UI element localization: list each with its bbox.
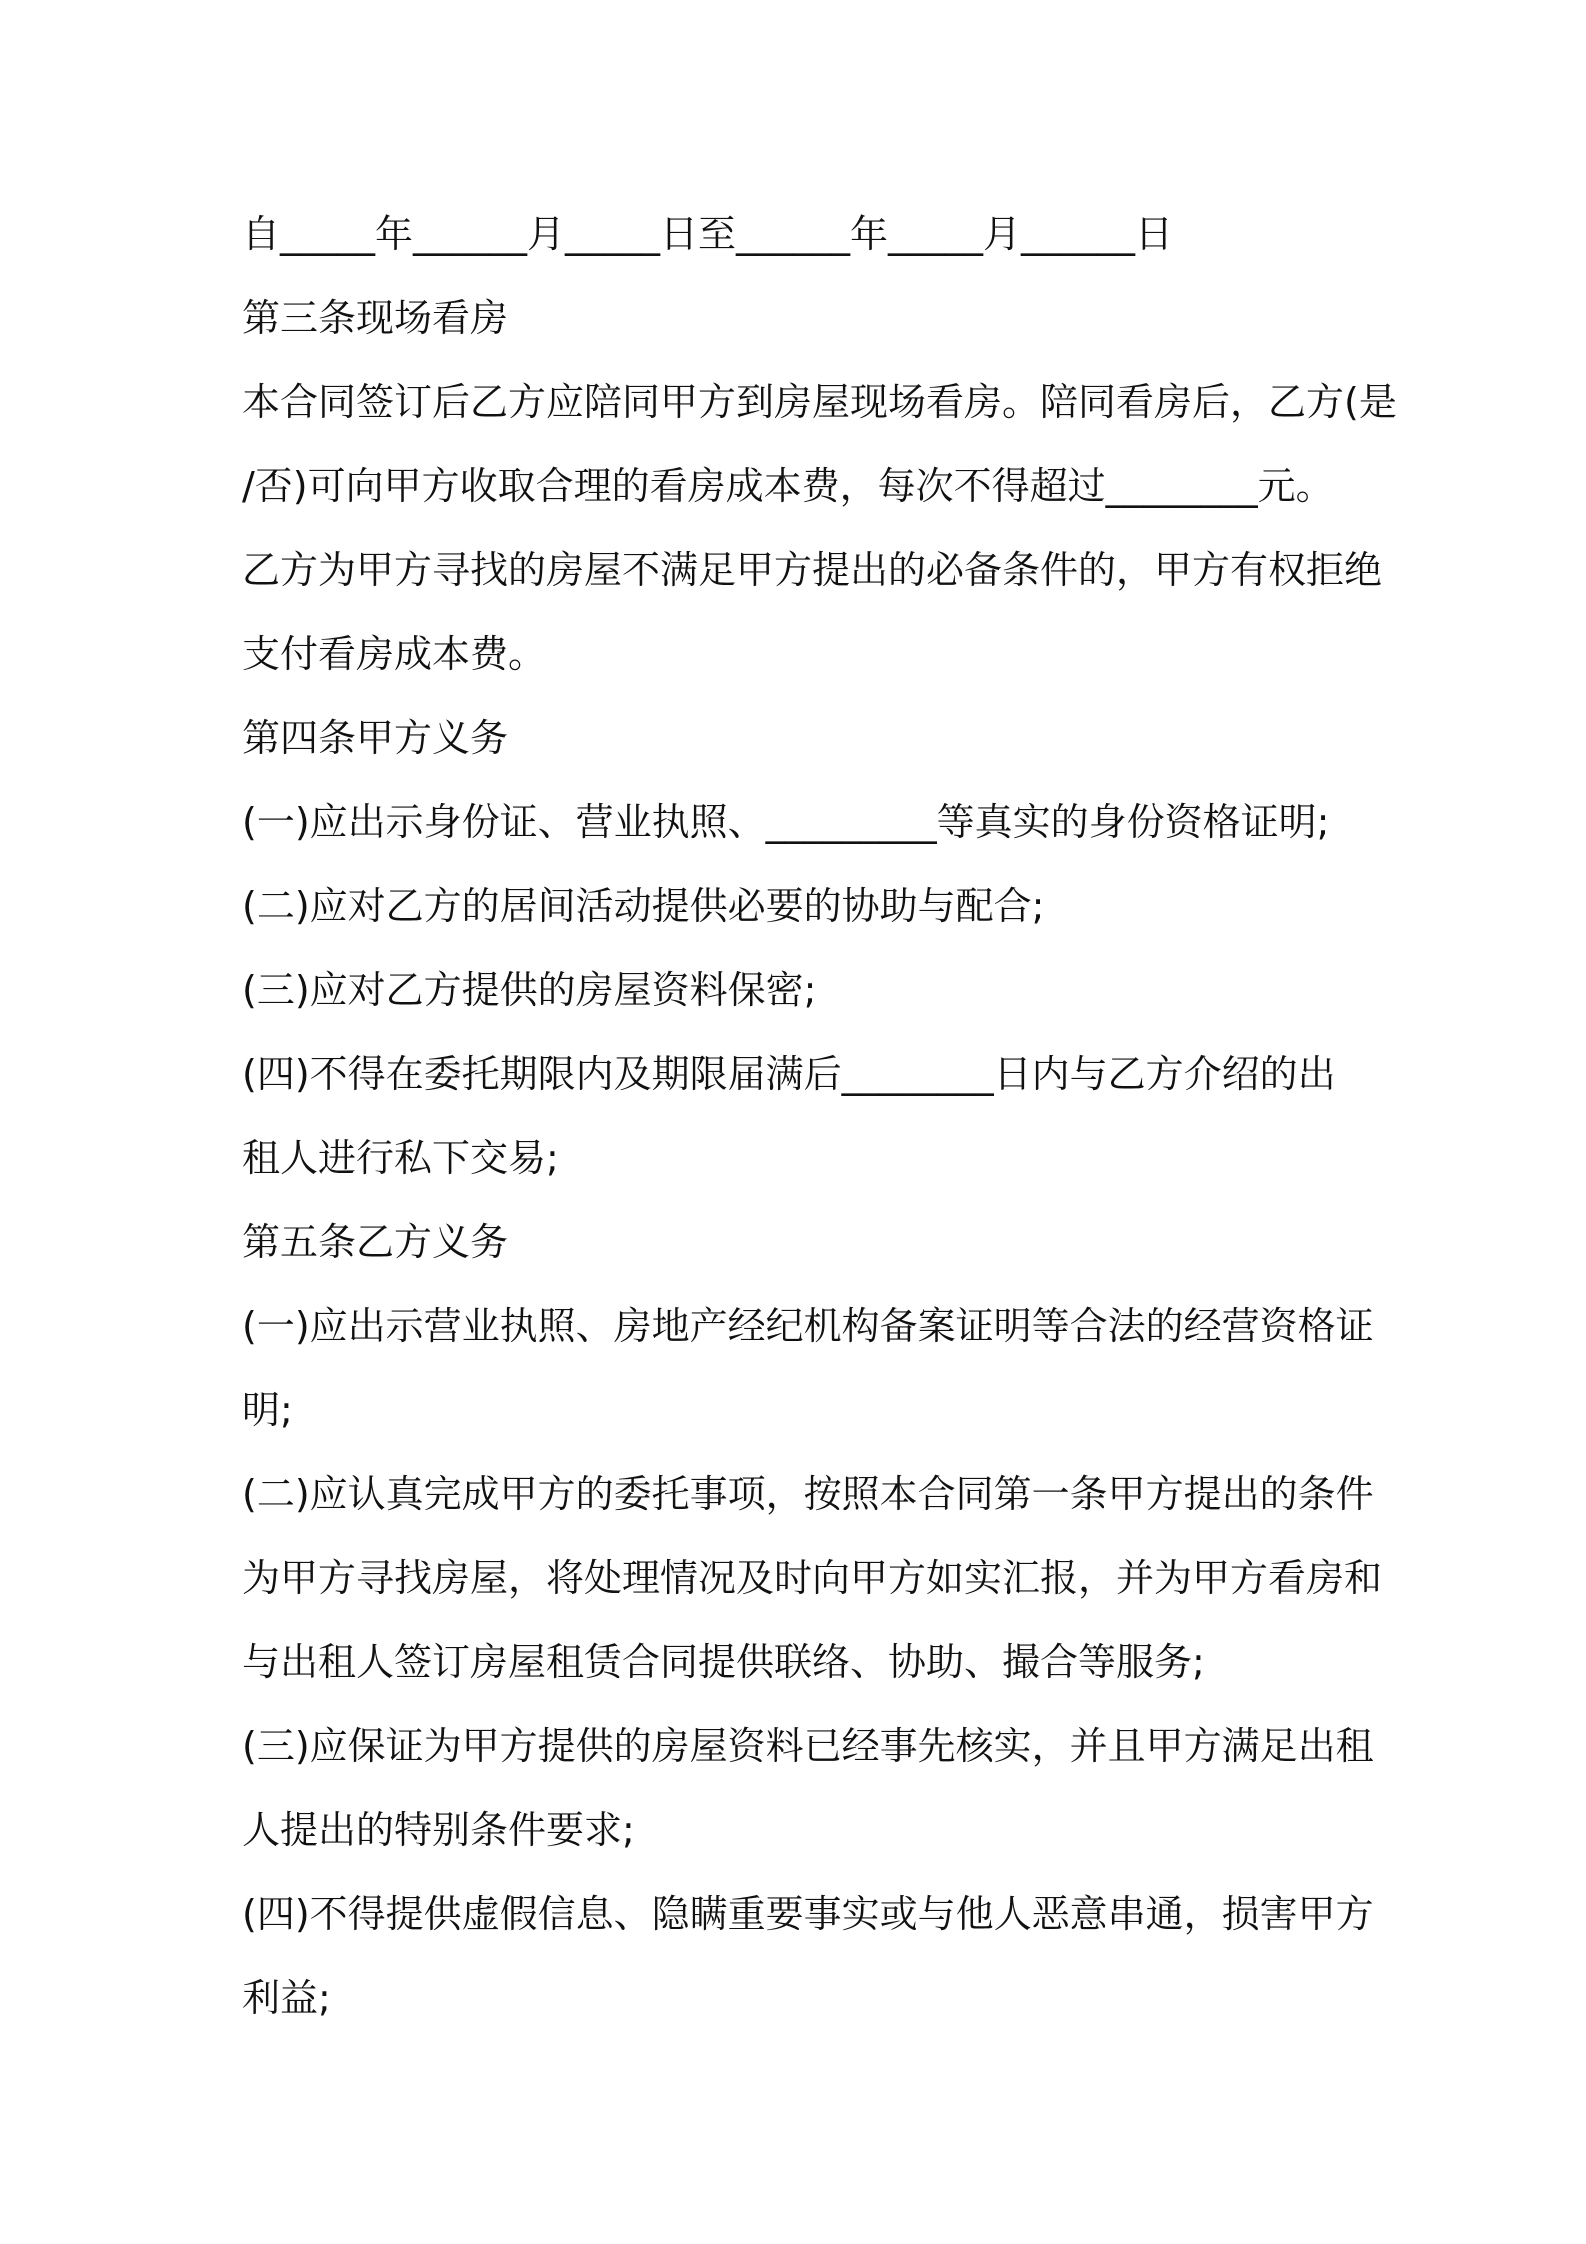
list-item: (二)应认真完成甲方的委托事项，按照本合同第一条甲方提出的条件	[242, 1472, 1374, 1516]
paragraph-line: 支付看房成本费。	[242, 632, 547, 676]
list-item-continuation: 租人进行私下交易;	[242, 1136, 559, 1180]
paragraph-line: /否)可向甲方收取合理的看房成本费，每次不得超过________元。	[242, 464, 1334, 508]
list-item-continuation: 利益;	[242, 1976, 331, 2020]
list-item: (四)不得提供虚假信息、隐瞒重要事实或与他人恶意串通，损害甲方	[242, 1892, 1374, 1936]
section-heading: 第四条甲方义务	[242, 716, 509, 760]
list-item: (一)应出示营业执照、房地产经纪机构备案证明等合法的经营资格证	[242, 1304, 1374, 1348]
term-date-line: 自_____年______月_____日至______年_____月______日	[242, 212, 1174, 256]
list-item: (三)应对乙方提供的房屋资料保密;	[242, 968, 817, 1012]
paragraph-line: 本合同签订后乙方应陪同甲方到房屋现场看房。陪同看房后，乙方(是	[242, 380, 1397, 424]
list-item-continuation: 人提出的特别条件要求;	[242, 1808, 635, 1852]
list-item: (四)不得在委托期限内及期限届满后________日内与乙方介绍的出	[242, 1052, 1336, 1096]
section-heading: 第五条乙方义务	[242, 1220, 509, 1264]
paragraph-line: 乙方为甲方寻找的房屋不满足甲方提出的必备条件的，甲方有权拒绝	[242, 548, 1383, 592]
list-item: (二)应对乙方的居间活动提供必要的协助与配合;	[242, 884, 1045, 928]
list-item-continuation: 明;	[242, 1388, 293, 1432]
list-item: (三)应保证为甲方提供的房屋资料已经事先核实，并且甲方满足出租	[242, 1724, 1374, 1768]
list-item-continuation: 与出租人签订房屋租赁合同提供联络、协助、撮合等服务;	[242, 1640, 1205, 1684]
list-item-continuation: 为甲方寻找房屋，将处理情况及时向甲方如实汇报，并为甲方看房和	[242, 1556, 1383, 1600]
document-body	[242, 192, 1397, 2040]
list-item: (一)应出示身份证、营业执照、_________等真实的身份资格证明;	[242, 800, 1330, 844]
section-heading: 第三条现场看房	[242, 296, 509, 340]
